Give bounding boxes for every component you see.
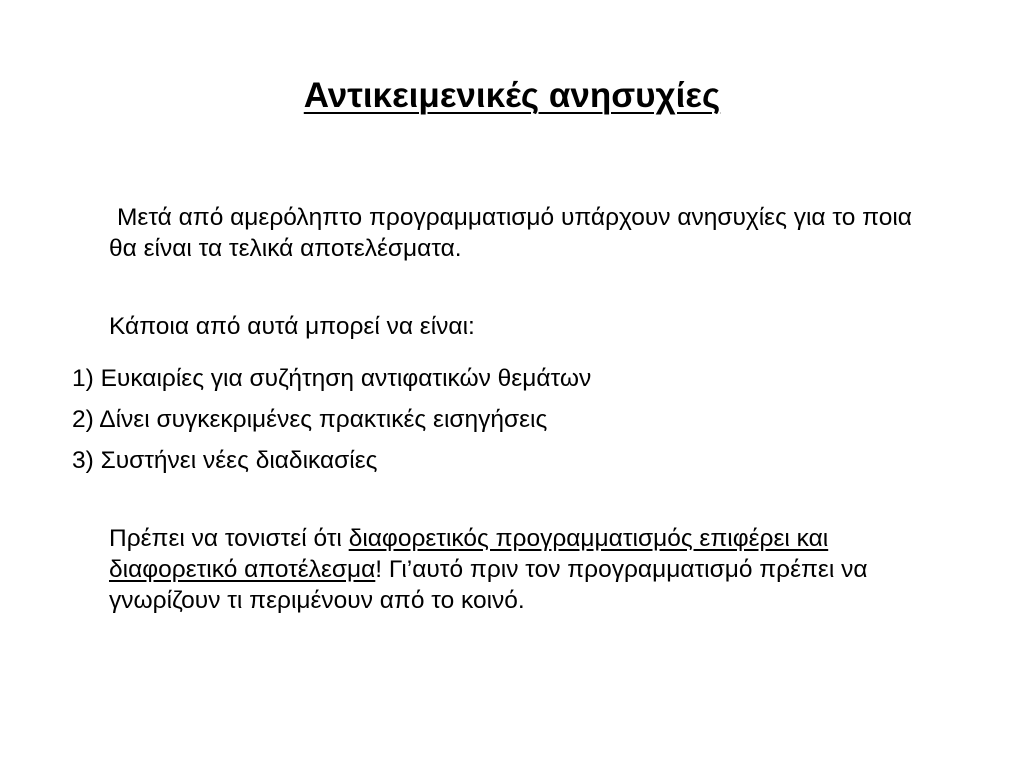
paragraph-list-intro: Κάποια από αυτά μπορεί να είναι: — [109, 313, 475, 340]
paragraph-emphasis-intro: Πρέπει να τονιστεί ότι — [109, 525, 349, 552]
underlined-emphasis: διαφορετικός προγραμματισμός επιφέρει και διαφορετικό αποτέλεσμα — [109, 525, 829, 583]
paragraph-emphasis — [72, 523, 932, 616]
paragraph-concerns: Μετά από αμερόληπτο προγραμματισμό υπάρχουν ανησυχίες για το ποια θα είναι τα τελικά αποτελέσματα. — [109, 204, 912, 262]
slide-body — [72, 202, 932, 616]
list-item-1: 1) Ευκαιρίες για συζήτηση αντιφατικών θεμάτων — [72, 365, 592, 392]
paragraph-emphasis-rest: ! Γι’αυτό πριν τον προγραμματισμό πρέπει να γνωρίζουν τι περιμένουν από το κοινό. — [109, 556, 868, 614]
numbered-list — [72, 363, 932, 476]
slide-title: Αντικειμενικές ανησυχίες — [303, 76, 721, 115]
list-item-3: 3) Συστήνει νέες διαδικασίες — [72, 447, 378, 474]
list-item-2: 2) Δίνει συγκεκριμένες πρακτικές εισηγήσεις — [72, 406, 548, 433]
